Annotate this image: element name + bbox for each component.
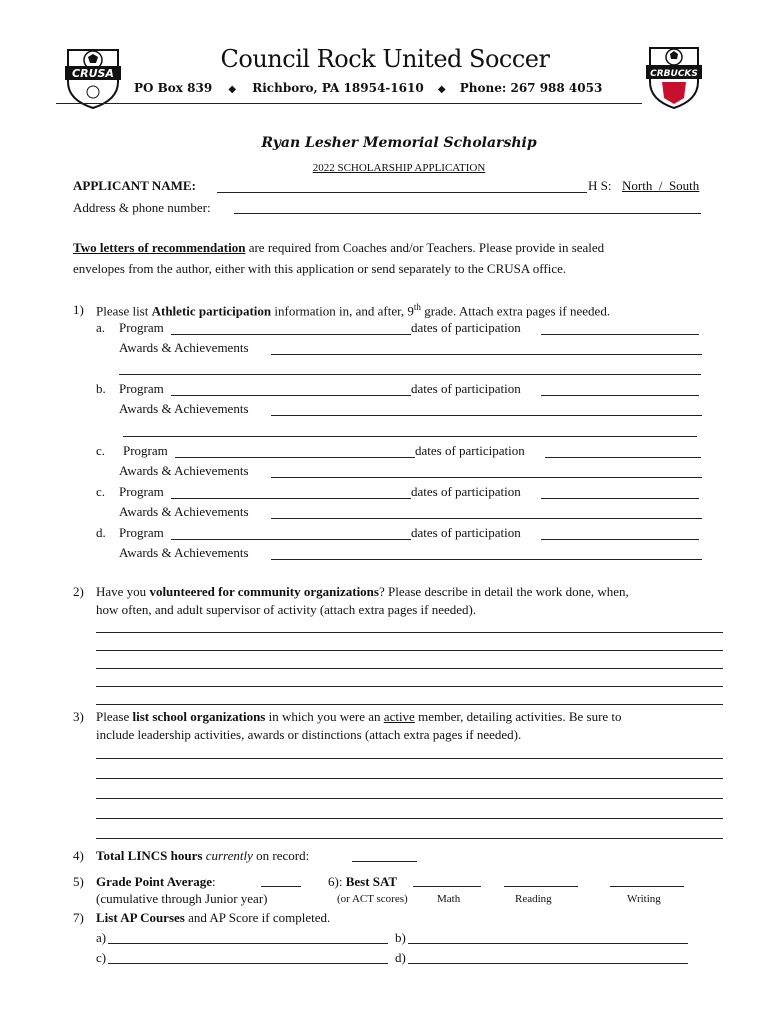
lincs-hours-field[interactable] bbox=[352, 861, 417, 862]
address-field[interactable] bbox=[234, 213, 701, 214]
letters-paragraph-line1: Two letters of recommendation are required from Coaches and/or Teachers. Please provide in sealed bbox=[73, 240, 605, 255]
reading-label: Reading bbox=[515, 893, 552, 905]
q5-number: 5) bbox=[73, 874, 84, 889]
ap-course-d-field[interactable] bbox=[408, 963, 688, 964]
q1-text: Please list Athletic participation information in, and after, 9th grade. Attach extra pages if needed. bbox=[96, 302, 611, 319]
program-label: Program bbox=[119, 381, 164, 396]
ap-course-c-field[interactable] bbox=[108, 963, 388, 964]
awards-field-extra[interactable] bbox=[119, 374, 701, 375]
q1-item-letter: c. bbox=[96, 443, 106, 458]
q3-number: 3) bbox=[73, 709, 84, 724]
sat-writing-field[interactable] bbox=[610, 886, 684, 887]
program-field[interactable] bbox=[171, 539, 411, 540]
q5-text: Grade Point Average: bbox=[96, 874, 216, 889]
q1-number: 1) bbox=[73, 302, 84, 317]
awards-field[interactable] bbox=[271, 559, 702, 560]
ap-c-label: c) bbox=[96, 950, 107, 965]
program-field[interactable] bbox=[175, 457, 415, 458]
dates-label: dates of participation bbox=[411, 381, 521, 396]
q1-item-letter: a. bbox=[96, 320, 106, 335]
q2-answer-line[interactable] bbox=[96, 668, 723, 669]
ap-course-b-field[interactable] bbox=[408, 943, 688, 944]
q6-text: 6): Best SAT bbox=[328, 874, 398, 889]
applicant-name-field[interactable] bbox=[217, 192, 587, 193]
awards-label: Awards & Achievements bbox=[119, 401, 249, 416]
phone: Phone: 267 988 4053 bbox=[459, 81, 603, 95]
writing-label: Writing bbox=[627, 893, 661, 905]
q1-item-letter: d. bbox=[96, 525, 106, 540]
q3-answer-line[interactable] bbox=[96, 838, 723, 839]
q3-text-line1: Please list school organizations in which you were an active member, detailing activities. Be sure to bbox=[96, 709, 622, 724]
gpa-field[interactable] bbox=[261, 886, 301, 887]
diamond-icon: ◆ bbox=[437, 84, 446, 95]
dates-label: dates of participation bbox=[415, 443, 525, 458]
q2-text-line1: Have you volunteered for community organizations? Please describe in detail the work done, when, bbox=[96, 584, 629, 599]
program-label: Program bbox=[119, 525, 164, 540]
q4-text: Total LINCS hours currently on record: bbox=[96, 848, 310, 863]
scholarship-title: Ryan Lesher Memorial Scholarship bbox=[261, 135, 537, 151]
q1-item-letter: c. bbox=[96, 484, 106, 499]
dates-field[interactable] bbox=[545, 457, 701, 458]
ap-b-label: b) bbox=[395, 930, 406, 945]
dates-field[interactable] bbox=[541, 539, 699, 540]
crbucks-shield-icon bbox=[644, 42, 704, 110]
program-label: Program bbox=[123, 443, 168, 458]
address-label: Address & phone number: bbox=[73, 200, 211, 215]
diamond-icon: ◆ bbox=[228, 84, 237, 95]
awards-label: Awards & Achievements bbox=[119, 545, 249, 560]
q7-number: 7) bbox=[73, 910, 84, 925]
math-label: Math bbox=[437, 893, 461, 905]
program-field[interactable] bbox=[171, 498, 411, 499]
ap-d-label: d) bbox=[395, 950, 406, 965]
application-subtitle: 2022 SCHOLARSHIP APPLICATION bbox=[312, 162, 486, 174]
q2-answer-line[interactable] bbox=[96, 650, 723, 651]
dates-label: dates of participation bbox=[411, 525, 521, 540]
q1-item-letter: b. bbox=[96, 381, 106, 396]
crbucks-logo bbox=[644, 42, 704, 110]
dates-field[interactable] bbox=[541, 395, 699, 396]
program-field[interactable] bbox=[171, 395, 411, 396]
program-field[interactable] bbox=[171, 334, 411, 335]
awards-field[interactable] bbox=[271, 477, 702, 478]
dates-field[interactable] bbox=[541, 498, 699, 499]
hs-label: H S: bbox=[588, 178, 612, 193]
awards-label: Awards & Achievements bbox=[119, 463, 249, 478]
org-title: Council Rock United Soccer bbox=[220, 45, 550, 73]
ap-a-label: a) bbox=[96, 930, 107, 945]
sat-reading-field[interactable] bbox=[504, 886, 578, 887]
q3-answer-line[interactable] bbox=[96, 778, 723, 779]
svg-text:CRBUCKS: CRBUCKS bbox=[650, 69, 698, 79]
dates-label: dates of participation bbox=[411, 484, 521, 499]
awards-field[interactable] bbox=[271, 518, 702, 519]
po-box: PO Box 839 bbox=[134, 81, 213, 95]
q5-note: (cumulative through Junior year) bbox=[96, 891, 268, 906]
applicant-name-label: APPLICANT NAME: bbox=[73, 178, 196, 193]
awards-label: Awards & Achievements bbox=[119, 504, 249, 519]
q4-number: 4) bbox=[73, 848, 84, 863]
header-rule bbox=[56, 103, 642, 104]
awards-label: Awards & Achievements bbox=[119, 340, 249, 355]
q6-note: (or ACT scores) bbox=[337, 893, 408, 905]
q2-answer-line[interactable] bbox=[96, 686, 723, 687]
dates-field[interactable] bbox=[541, 334, 699, 335]
awards-field[interactable] bbox=[271, 415, 702, 416]
ap-course-a-field[interactable] bbox=[108, 943, 388, 944]
city: Richboro, PA 18954-1610 bbox=[252, 81, 424, 95]
org-address-line bbox=[134, 81, 602, 95]
q3-answer-line[interactable] bbox=[96, 798, 723, 799]
q2-number: 2) bbox=[73, 584, 84, 599]
awards-field[interactable] bbox=[271, 354, 702, 355]
q3-answer-line[interactable] bbox=[96, 818, 723, 819]
sat-total-field[interactable] bbox=[413, 886, 481, 887]
q3-answer-line[interactable] bbox=[96, 758, 723, 759]
q7-text: List AP Courses and AP Score if completed. bbox=[96, 910, 331, 925]
q2-text-line2: how often, and adult supervisor of activity (attach extra pages if needed). bbox=[96, 602, 477, 617]
q3-text-line2: include leadership activities, awards or distinctions (attach extra pages if needed). bbox=[96, 727, 522, 742]
svg-text:CRUSA: CRUSA bbox=[72, 67, 114, 80]
q2-answer-line[interactable] bbox=[96, 704, 723, 705]
q2-answer-line[interactable] bbox=[96, 632, 723, 633]
program-label: Program bbox=[119, 320, 164, 335]
awards-field-extra[interactable] bbox=[123, 436, 697, 437]
dates-label: dates of participation bbox=[411, 320, 521, 335]
letters-paragraph-line2: envelopes from the author, either with this application or send separately to the CRUSA office. bbox=[73, 261, 567, 276]
program-label: Program bbox=[119, 484, 164, 499]
hs-options[interactable]: North / South bbox=[622, 178, 700, 193]
